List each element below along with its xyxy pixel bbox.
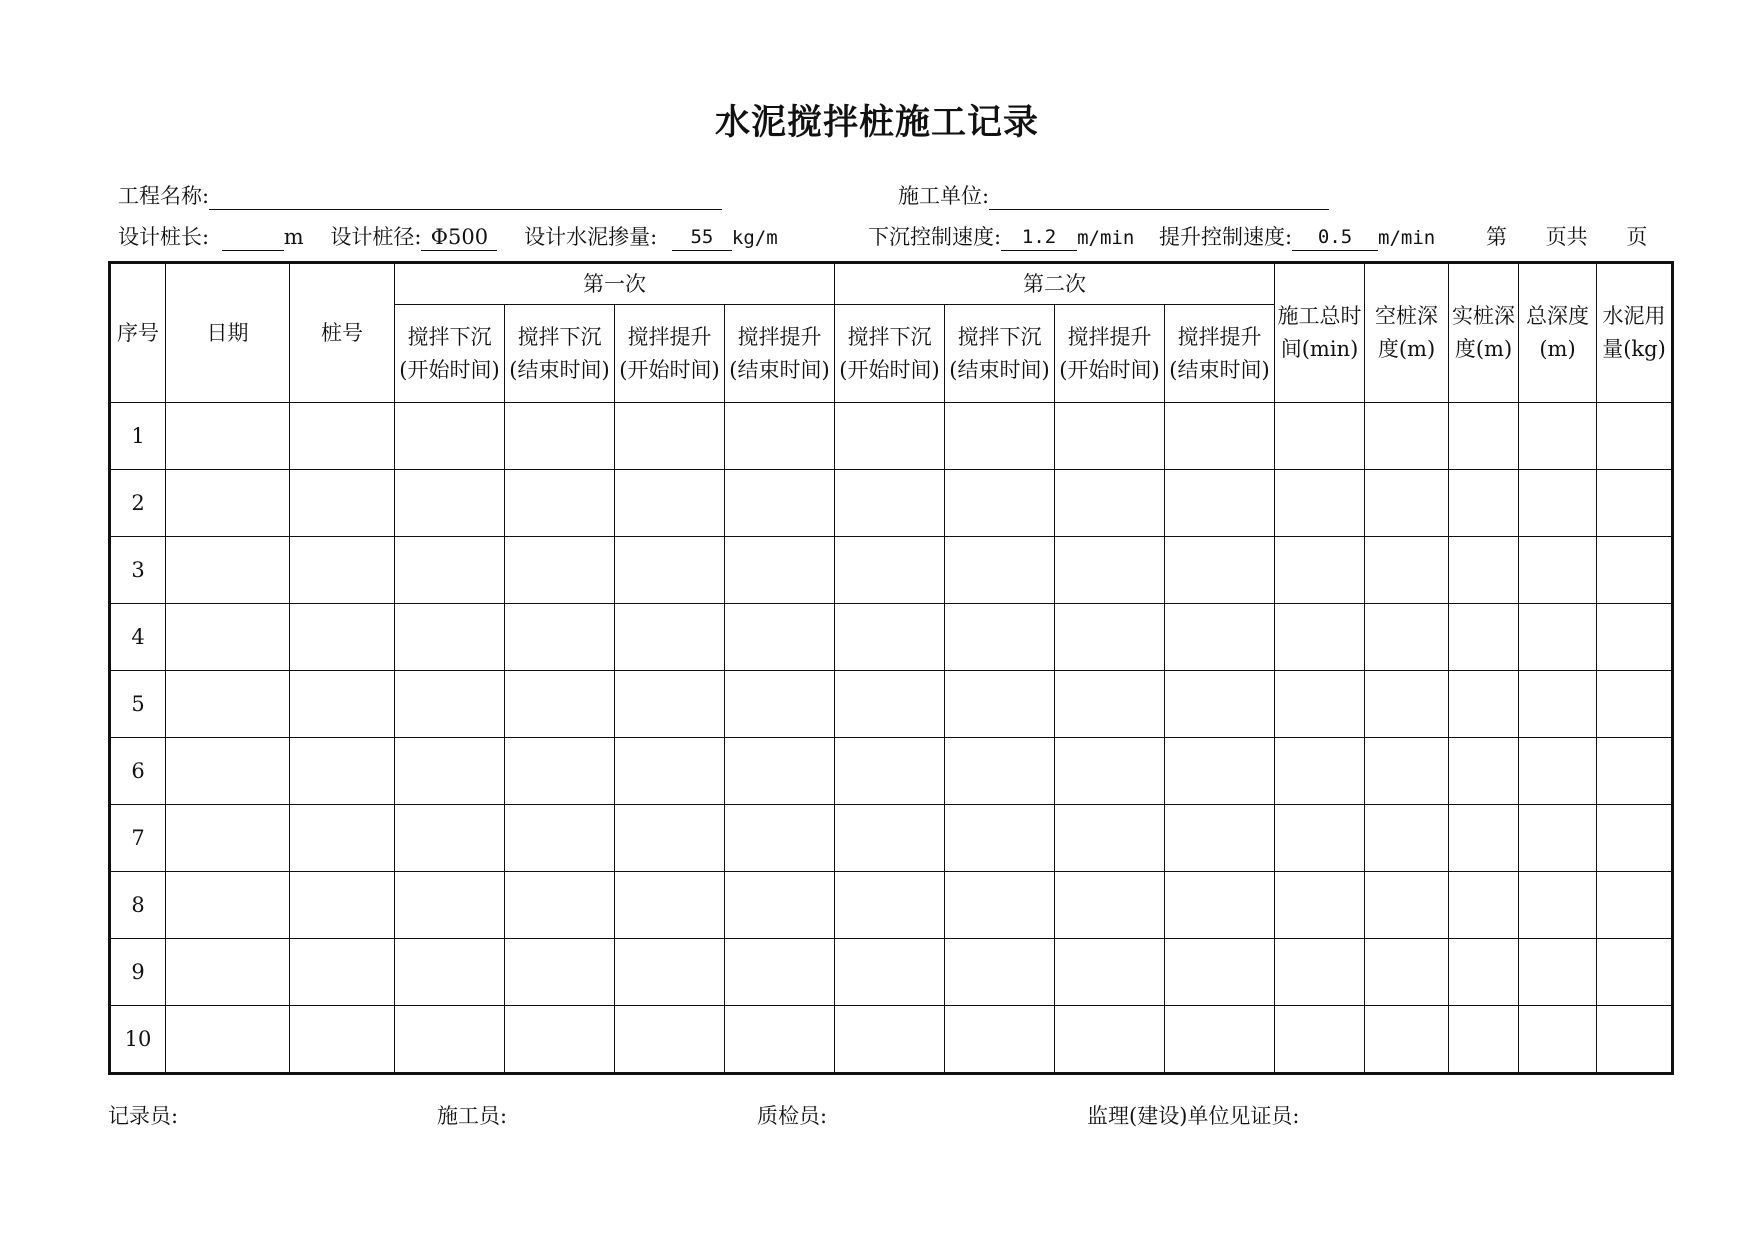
table-row (110, 403, 1673, 470)
table-cell[interactable] (505, 604, 615, 671)
row-seq: 8 (110, 872, 166, 939)
table-cell[interactable] (945, 805, 1055, 872)
table-cell[interactable] (1165, 939, 1275, 1006)
table-cell[interactable] (1449, 805, 1519, 872)
table-cell[interactable] (1519, 872, 1597, 939)
table-cell[interactable] (1519, 470, 1597, 537)
table-cell[interactable] (1519, 1006, 1597, 1074)
table-row (110, 939, 1673, 1006)
page-title: 水泥搅拌桩施工记录 (714, 103, 1039, 143)
table-cell[interactable] (615, 671, 725, 738)
header-row-1 (110, 263, 1673, 305)
table-cell[interactable] (1055, 671, 1165, 738)
table-cell[interactable] (945, 470, 1055, 537)
table-cell[interactable] (1519, 537, 1597, 604)
header-date: 日期 (166, 263, 290, 403)
table-row (110, 470, 1673, 537)
lift-speed-field[interactable]: 0.5 (1292, 224, 1378, 251)
table-cell[interactable] (945, 403, 1055, 470)
table-cell[interactable] (505, 671, 615, 738)
pile-diameter-label: 设计桩径: (330, 225, 422, 249)
header-seq: 序号 (110, 263, 166, 403)
table-cell[interactable] (1365, 470, 1449, 537)
table-cell[interactable] (1519, 604, 1597, 671)
table-cell[interactable] (1275, 939, 1365, 1006)
table-cell[interactable] (1597, 872, 1673, 939)
header-first-sink-start: 搅拌下沉(开始时间) (395, 305, 505, 403)
table-cell[interactable] (1055, 805, 1165, 872)
table-cell[interactable] (290, 671, 395, 738)
table-cell[interactable] (166, 805, 290, 872)
row-seq: 10 (110, 1006, 166, 1074)
table-cell[interactable] (1275, 604, 1365, 671)
table-cell[interactable] (1055, 403, 1165, 470)
page-ye-label: 页 (1626, 225, 1648, 249)
table-cell[interactable] (835, 470, 945, 537)
table-cell[interactable] (835, 604, 945, 671)
table-cell[interactable] (945, 872, 1055, 939)
table-cell[interactable] (395, 1006, 505, 1074)
table-cell[interactable] (290, 537, 395, 604)
table-cell[interactable] (395, 939, 505, 1006)
table-cell[interactable] (505, 872, 615, 939)
table-cell[interactable] (835, 872, 945, 939)
table-cell[interactable] (615, 537, 725, 604)
table-cell[interactable] (290, 872, 395, 939)
table-cell[interactable] (1055, 738, 1165, 805)
table-cell[interactable] (615, 470, 725, 537)
table-cell[interactable] (395, 403, 505, 470)
table-cell[interactable] (725, 403, 835, 470)
footer-recorder: 记录员: (108, 1104, 179, 1128)
table-cell[interactable] (290, 939, 395, 1006)
page-gong-label: 页共 (1545, 225, 1588, 249)
table-cell[interactable] (1165, 805, 1275, 872)
table-cell[interactable] (1275, 805, 1365, 872)
design-params-line (118, 221, 778, 251)
footer-builder: 施工员: (437, 1104, 508, 1128)
table-cell[interactable] (1449, 738, 1519, 805)
row-seq: 9 (110, 939, 166, 1006)
table-row (110, 738, 1673, 805)
table-cell[interactable] (1519, 671, 1597, 738)
table-cell[interactable] (1597, 1006, 1673, 1074)
project-name-label: 工程名称: (118, 184, 210, 208)
table-cell[interactable] (615, 1006, 725, 1074)
speed-line (868, 221, 1647, 251)
pile-diameter-field[interactable]: Φ500 (421, 224, 497, 251)
table-cell[interactable] (1365, 537, 1449, 604)
sink-speed-label: 下沉控制速度: (868, 225, 1002, 249)
pile-length-label: 设计桩长: (118, 225, 210, 249)
header-first-sink-end: 搅拌下沉(结束时间) (505, 305, 615, 403)
table-cell[interactable] (166, 470, 290, 537)
table-cell[interactable] (1275, 1006, 1365, 1074)
footer-supervisor: 监理(建设)单位见证员: (1087, 1104, 1300, 1128)
table-cell[interactable] (1597, 671, 1673, 738)
table-cell[interactable] (1165, 872, 1275, 939)
table-cell[interactable] (615, 872, 725, 939)
table-cell[interactable] (1519, 403, 1597, 470)
table-cell[interactable] (1449, 537, 1519, 604)
page-di-label: 第 (1485, 225, 1507, 249)
table-cell[interactable] (615, 604, 725, 671)
table-cell[interactable] (395, 470, 505, 537)
table-cell[interactable] (1365, 738, 1449, 805)
row-seq: 2 (110, 470, 166, 537)
table-row (110, 1006, 1673, 1074)
table-cell[interactable] (290, 1006, 395, 1074)
table-cell[interactable] (725, 470, 835, 537)
pile-length-unit: m (283, 225, 304, 249)
sink-speed-field[interactable]: 1.2 (1001, 224, 1077, 251)
pile-length-field[interactable] (222, 224, 284, 251)
table-cell[interactable] (166, 1006, 290, 1074)
table-cell[interactable] (1519, 939, 1597, 1006)
header-total-depth: 总深度(m) (1519, 263, 1597, 403)
table-cell[interactable] (615, 738, 725, 805)
header-pile-no: 桩号 (290, 263, 395, 403)
table-cell[interactable] (1275, 537, 1365, 604)
row-seq: 6 (110, 738, 166, 805)
table-cell[interactable] (166, 671, 290, 738)
table-cell[interactable] (290, 604, 395, 671)
table-cell[interactable] (1449, 872, 1519, 939)
construction-unit-line (898, 180, 1329, 210)
table-cell[interactable] (1055, 604, 1165, 671)
table-cell[interactable] (395, 805, 505, 872)
table-row (110, 604, 1673, 671)
table-cell[interactable] (945, 537, 1055, 604)
table-cell[interactable] (505, 403, 615, 470)
table-cell[interactable] (1449, 939, 1519, 1006)
header-cement-amount: 水泥用量(kg) (1597, 263, 1673, 403)
header-second-lift-start: 搅拌提升(开始时间) (1055, 305, 1165, 403)
table-cell[interactable] (1165, 738, 1275, 805)
table-cell[interactable] (1449, 604, 1519, 671)
header-second-sink-end: 搅拌下沉(结束时间) (945, 305, 1055, 403)
header-first-lift-start: 搅拌提升(开始时间) (615, 305, 725, 403)
table-cell[interactable] (290, 805, 395, 872)
table-cell[interactable] (1519, 805, 1597, 872)
table-cell[interactable] (395, 537, 505, 604)
table-cell[interactable] (835, 805, 945, 872)
table-cell[interactable] (835, 939, 945, 1006)
table-cell[interactable] (1519, 738, 1597, 805)
row-seq: 7 (110, 805, 166, 872)
table-cell[interactable] (725, 939, 835, 1006)
table-cell[interactable] (1597, 805, 1673, 872)
table-cell[interactable] (1365, 403, 1449, 470)
table-cell[interactable] (1165, 403, 1275, 470)
table-cell[interactable] (1597, 470, 1673, 537)
cement-dosage-unit: kg/m (731, 227, 778, 249)
table-cell[interactable] (1275, 738, 1365, 805)
header-first-lift-end: 搅拌提升(结束时间) (725, 305, 835, 403)
table-cell[interactable] (725, 805, 835, 872)
table-cell[interactable] (395, 604, 505, 671)
table-cell[interactable] (1165, 604, 1275, 671)
table-cell[interactable] (290, 738, 395, 805)
project-name-line (118, 180, 722, 210)
table-cell[interactable] (166, 872, 290, 939)
table-cell[interactable] (395, 872, 505, 939)
header-second-sink-start: 搅拌下沉(开始时间) (835, 305, 945, 403)
sink-speed-unit: m/min (1077, 227, 1135, 249)
table-cell[interactable] (1365, 939, 1449, 1006)
table-cell[interactable] (835, 1006, 945, 1074)
table-cell[interactable] (615, 939, 725, 1006)
table-cell[interactable] (615, 805, 725, 872)
table-cell[interactable] (1055, 939, 1165, 1006)
table-cell[interactable] (1275, 470, 1365, 537)
table-cell[interactable] (1449, 403, 1519, 470)
table-cell[interactable] (725, 671, 835, 738)
table-row (110, 872, 1673, 939)
table-cell[interactable] (945, 1006, 1055, 1074)
table-cell[interactable] (1597, 403, 1673, 470)
table-cell[interactable] (725, 738, 835, 805)
table-row (110, 671, 1673, 738)
table-cell[interactable] (1449, 1006, 1519, 1074)
table-cell[interactable] (725, 604, 835, 671)
table-cell[interactable] (945, 604, 1055, 671)
table-cell[interactable] (835, 537, 945, 604)
table-cell[interactable] (1055, 537, 1165, 604)
table-cell[interactable] (1597, 537, 1673, 604)
table-row (110, 805, 1673, 872)
table-row (110, 537, 1673, 604)
construction-unit-field[interactable] (989, 183, 1329, 210)
lift-speed-unit: m/min (1378, 227, 1436, 249)
header-total-time: 施工总时间(min) (1275, 263, 1365, 403)
table-cell[interactable] (290, 403, 395, 470)
header-first-pass: 第一次 (395, 263, 835, 305)
table-cell[interactable] (1365, 604, 1449, 671)
table-cell[interactable] (835, 738, 945, 805)
table-cell[interactable] (945, 939, 1055, 1006)
table-cell[interactable] (505, 1006, 615, 1074)
table-cell[interactable] (725, 1006, 835, 1074)
table-cell[interactable] (1597, 939, 1673, 1006)
record-table (108, 261, 1674, 1075)
table-cell[interactable] (166, 537, 290, 604)
table-cell[interactable] (1449, 671, 1519, 738)
table-cell[interactable] (505, 939, 615, 1006)
header-solid-depth: 实桩深度(m) (1449, 263, 1519, 403)
table-cell[interactable] (505, 738, 615, 805)
table-cell[interactable] (1165, 1006, 1275, 1074)
table-cell[interactable] (945, 738, 1055, 805)
table-cell[interactable] (1449, 470, 1519, 537)
table-cell[interactable] (835, 403, 945, 470)
table-cell[interactable] (1165, 470, 1275, 537)
table-cell[interactable] (1275, 872, 1365, 939)
table-cell[interactable] (166, 738, 290, 805)
table-cell[interactable] (166, 403, 290, 470)
row-seq: 1 (110, 403, 166, 470)
table-cell[interactable] (1365, 671, 1449, 738)
table-cell[interactable] (1365, 805, 1449, 872)
table-cell[interactable] (945, 671, 1055, 738)
table-cell[interactable] (290, 470, 395, 537)
table-cell[interactable] (505, 470, 615, 537)
table-cell[interactable] (395, 671, 505, 738)
table-cell[interactable] (1165, 671, 1275, 738)
row-seq: 3 (110, 537, 166, 604)
table-cell[interactable] (395, 738, 505, 805)
table-cell[interactable] (1597, 604, 1673, 671)
table-cell[interactable] (1165, 537, 1275, 604)
table-cell[interactable] (505, 805, 615, 872)
lift-speed-label: 提升控制速度: (1158, 225, 1293, 249)
table-cell[interactable] (1055, 1006, 1165, 1074)
table-cell[interactable] (166, 939, 290, 1006)
header-second-lift-end: 搅拌提升(结束时间) (1165, 305, 1275, 403)
header-empty-depth: 空桩深度(m) (1365, 263, 1449, 403)
cement-dosage-field[interactable]: 55 (672, 224, 732, 251)
table-cell[interactable] (1055, 872, 1165, 939)
table-cell[interactable] (1275, 403, 1365, 470)
table-cell[interactable] (505, 537, 615, 604)
header-second-pass: 第二次 (835, 263, 1275, 305)
table-cell[interactable] (725, 872, 835, 939)
table-cell[interactable] (835, 671, 945, 738)
table-cell[interactable] (615, 403, 725, 470)
footer-inspector: 质检员: (757, 1104, 828, 1128)
table-cell[interactable] (725, 537, 835, 604)
table-cell[interactable] (1365, 872, 1449, 939)
row-seq: 5 (110, 671, 166, 738)
table-cell[interactable] (1055, 470, 1165, 537)
table-cell[interactable] (1275, 671, 1365, 738)
table-cell[interactable] (166, 604, 290, 671)
cement-dosage-label: 设计水泥掺量: (524, 225, 658, 249)
construction-unit-label: 施工单位: (898, 184, 990, 208)
project-name-field[interactable] (209, 183, 722, 210)
table-cell[interactable] (1365, 1006, 1449, 1074)
table-cell[interactable] (1597, 738, 1673, 805)
row-seq: 4 (110, 604, 166, 671)
